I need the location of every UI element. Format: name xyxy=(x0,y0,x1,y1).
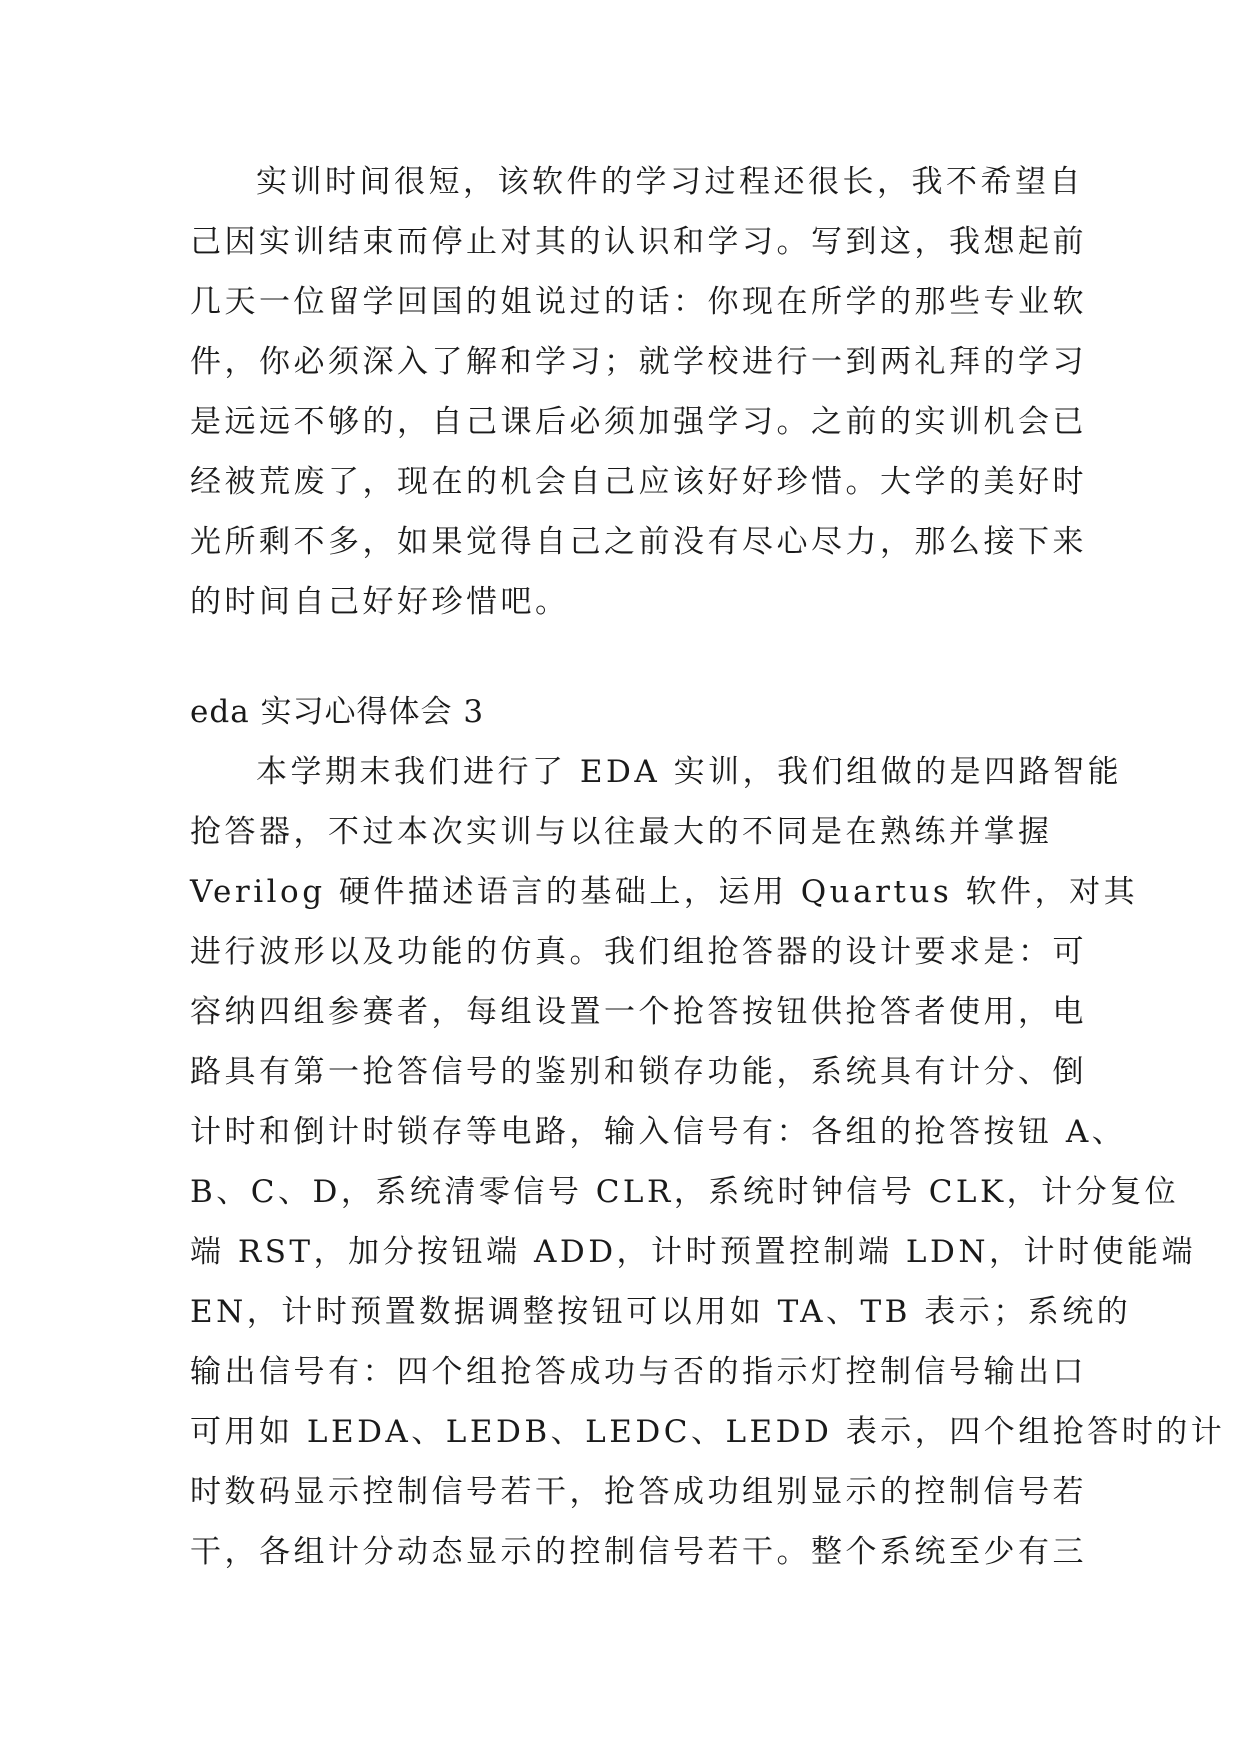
paragraph-2-line-3: Verilog 硬件描述语言的基础上，运用 Quartus 软件，对其 xyxy=(190,874,1139,910)
paragraph-1-line-6: 经被荒废了，现在的机会自己应该好好珍惜。大学的美好时 xyxy=(190,464,1087,500)
paragraph-2-line-2: 抢答器，不过本次实训与以往最大的不同是在熟练并掌握 xyxy=(190,814,1053,850)
paragraph-2-line-5: 容纳四组参赛者，每组设置一个抢答按钮供抢答者使用，电 xyxy=(190,994,1087,1030)
paragraph-2-line-6: 路具有第一抢答信号的鉴别和锁存功能，系统具有计分、倒 xyxy=(190,1054,1087,1090)
paragraph-1-line-1: 实训时间很短，该软件的学习过程还很长，我不希望自 xyxy=(256,164,1084,200)
paragraph-1-line-7: 光所剩不多，如果觉得自己之前没有尽心尽力，那么接下来 xyxy=(190,524,1087,560)
paragraph-1-line-4: 件，你必须深入了解和学习；就学校进行一到两礼拜的学习 xyxy=(190,344,1087,380)
paragraph-2-line-14: 干，各组计分动态显示的控制信号若干。整个系统至少有三 xyxy=(190,1534,1087,1570)
paragraph-1-line-2: 己因实训结束而停止对其的认识和学习。写到这，我想起前 xyxy=(190,224,1087,260)
paragraph-1-line-3: 几天一位留学回国的姐说过的话：你现在所学的那些专业软 xyxy=(190,284,1087,320)
paragraph-1-line-5: 是远远不够的，自己课后必须加强学习。之前的实训机会已 xyxy=(190,404,1087,440)
paragraph-2-line-1: 本学期末我们进行了 EDA 实训，我们组做的是四路智能 xyxy=(256,754,1123,790)
paragraph-2-line-8: B、C、D，系统清零信号 CLR，系统时钟信号 CLK，计分复位 xyxy=(190,1174,1180,1210)
paragraph-2-line-10: EN，计时预置数据调整按钮可以用如 TA、TB 表示；系统的 xyxy=(190,1294,1132,1330)
paragraph-1-line-8: 的时间自己好好珍惜吧。 xyxy=(190,584,570,620)
section-heading: eda 实习心得体会 3 xyxy=(190,694,485,730)
paragraph-2-line-4: 进行波形以及功能的仿真。我们组抢答器的设计要求是：可 xyxy=(190,934,1087,970)
paragraph-2-line-13: 时数码显示控制信号若干，抢答成功组别显示的控制信号若 xyxy=(190,1474,1087,1510)
paragraph-2-line-7: 计时和倒计时锁存等电路，输入信号有：各组的抢答按钮 A、 xyxy=(190,1114,1127,1150)
paragraph-2-line-9: 端 RST，加分按钮端 ADD，计时预置控制端 LDN，计时使能端 xyxy=(190,1234,1196,1270)
paragraph-2-line-12: 可用如 LEDA、LEDB、LEDC、LEDD 表示，四个组抢答时的计 xyxy=(190,1414,1226,1450)
paragraph-2-line-11: 输出信号有：四个组抢答成功与否的指示灯控制信号输出口 xyxy=(190,1354,1087,1390)
